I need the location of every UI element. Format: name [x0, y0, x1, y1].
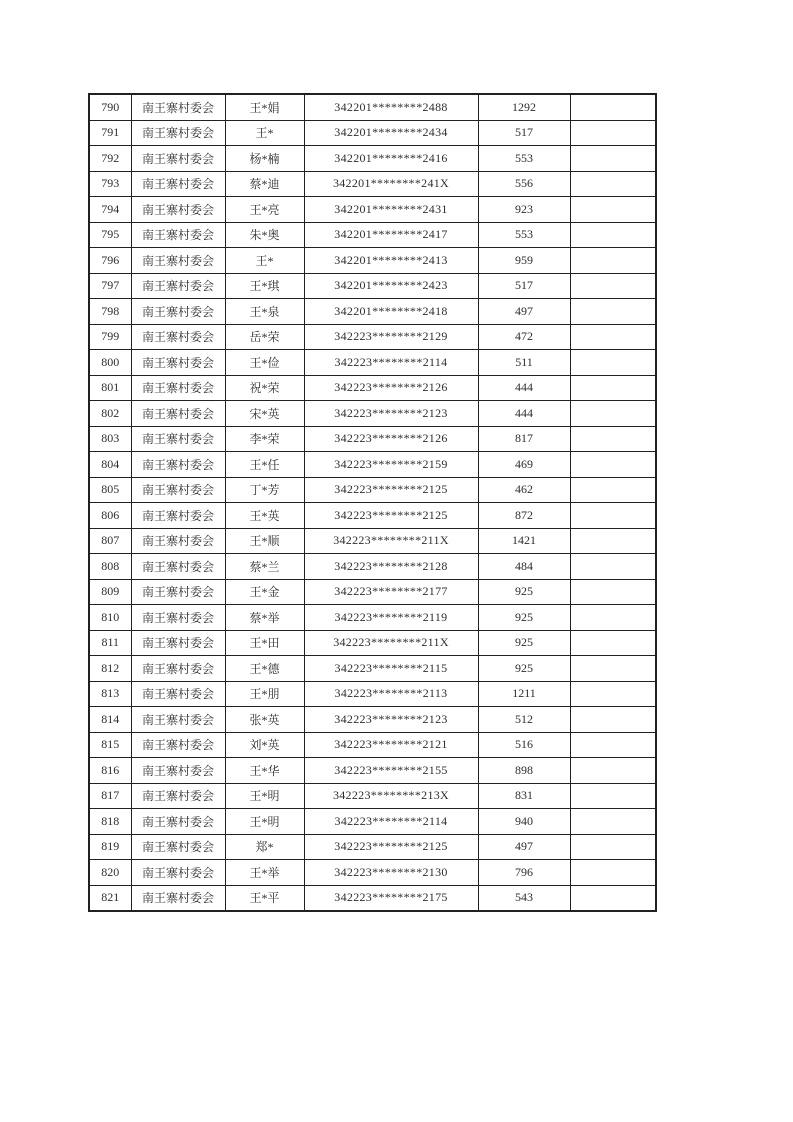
cell-index: 818 — [89, 809, 131, 835]
cell-name: 王* — [225, 120, 304, 146]
cell-remark — [570, 732, 656, 758]
cell-name: 王*俭 — [225, 350, 304, 376]
cell-village: 南王寨村委会 — [131, 350, 225, 376]
cell-index: 803 — [89, 426, 131, 452]
cell-index: 804 — [89, 452, 131, 478]
cell-village: 南王寨村委会 — [131, 426, 225, 452]
cell-id-number: 342223********2125 — [304, 503, 478, 529]
cell-name: 郑* — [225, 834, 304, 860]
cell-village: 南王寨村委会 — [131, 605, 225, 631]
cell-index: 790 — [89, 94, 131, 120]
cell-village: 南王寨村委会 — [131, 503, 225, 529]
cell-id-number: 342201********2431 — [304, 197, 478, 223]
cell-village: 南王寨村委会 — [131, 222, 225, 248]
cell-id-number: 342223********2119 — [304, 605, 478, 631]
cell-id-number: 342201********2418 — [304, 299, 478, 325]
cell-village: 南王寨村委会 — [131, 324, 225, 350]
cell-name: 蔡*兰 — [225, 554, 304, 580]
cell-amount: 444 — [478, 401, 570, 427]
table-row — [89, 860, 656, 886]
cell-name: 王*任 — [225, 452, 304, 478]
cell-remark — [570, 758, 656, 784]
cell-index: 811 — [89, 630, 131, 656]
cell-name: 王*娟 — [225, 94, 304, 120]
cell-id-number: 342201********241X — [304, 171, 478, 197]
cell-amount: 959 — [478, 248, 570, 274]
cell-amount: 831 — [478, 783, 570, 809]
beneficiary-table — [88, 93, 657, 912]
cell-index: 813 — [89, 681, 131, 707]
cell-index: 821 — [89, 885, 131, 911]
table-row — [89, 809, 656, 835]
cell-index: 799 — [89, 324, 131, 350]
table-row — [89, 94, 656, 120]
cell-village: 南王寨村委会 — [131, 579, 225, 605]
cell-id-number: 342223********2114 — [304, 350, 478, 376]
cell-id-number: 342223********2113 — [304, 681, 478, 707]
cell-name: 王*朋 — [225, 681, 304, 707]
cell-village: 南王寨村委会 — [131, 630, 225, 656]
cell-amount: 925 — [478, 579, 570, 605]
cell-remark — [570, 197, 656, 223]
cell-amount: 462 — [478, 477, 570, 503]
table-row — [89, 554, 656, 580]
cell-remark — [570, 503, 656, 529]
cell-id-number: 342223********2155 — [304, 758, 478, 784]
cell-village: 南王寨村委会 — [131, 248, 225, 274]
cell-remark — [570, 477, 656, 503]
cell-village: 南王寨村委会 — [131, 809, 225, 835]
cell-amount: 556 — [478, 171, 570, 197]
table-row — [89, 681, 656, 707]
table-row — [89, 783, 656, 809]
cell-name: 王*德 — [225, 656, 304, 682]
cell-name: 王*亮 — [225, 197, 304, 223]
cell-remark — [570, 860, 656, 886]
cell-name: 王*泉 — [225, 299, 304, 325]
cell-remark — [570, 299, 656, 325]
cell-amount: 517 — [478, 273, 570, 299]
cell-amount: 925 — [478, 656, 570, 682]
table-row — [89, 350, 656, 376]
table-row — [89, 630, 656, 656]
cell-id-number: 342223********2125 — [304, 477, 478, 503]
cell-amount: 553 — [478, 222, 570, 248]
cell-amount: 512 — [478, 707, 570, 733]
cell-name: 王*华 — [225, 758, 304, 784]
table-row — [89, 732, 656, 758]
cell-name: 宋*英 — [225, 401, 304, 427]
cell-id-number: 342201********2488 — [304, 94, 478, 120]
cell-amount: 469 — [478, 452, 570, 478]
cell-remark — [570, 528, 656, 554]
cell-village: 南王寨村委会 — [131, 758, 225, 784]
cell-id-number: 342223********2129 — [304, 324, 478, 350]
cell-index: 798 — [89, 299, 131, 325]
table-row — [89, 528, 656, 554]
cell-id-number: 342223********2121 — [304, 732, 478, 758]
cell-id-number: 342223********2126 — [304, 426, 478, 452]
cell-id-number: 342223********2125 — [304, 834, 478, 860]
cell-village: 南王寨村委会 — [131, 885, 225, 911]
cell-name: 王*田 — [225, 630, 304, 656]
table-row — [89, 707, 656, 733]
cell-id-number: 342223********2175 — [304, 885, 478, 911]
cell-id-number: 342223********2159 — [304, 452, 478, 478]
cell-name: 王*金 — [225, 579, 304, 605]
cell-name: 朱*奥 — [225, 222, 304, 248]
cell-name: 王*琪 — [225, 273, 304, 299]
cell-index: 817 — [89, 783, 131, 809]
cell-remark — [570, 809, 656, 835]
cell-index: 805 — [89, 477, 131, 503]
cell-index: 816 — [89, 758, 131, 784]
cell-index: 809 — [89, 579, 131, 605]
cell-id-number: 342223********2123 — [304, 707, 478, 733]
cell-index: 819 — [89, 834, 131, 860]
cell-name: 王*英 — [225, 503, 304, 529]
table-row — [89, 426, 656, 452]
table-row — [89, 885, 656, 911]
cell-remark — [570, 681, 656, 707]
cell-village: 南王寨村委会 — [131, 146, 225, 172]
cell-amount: 1292 — [478, 94, 570, 120]
table-row — [89, 120, 656, 146]
cell-village: 南王寨村委会 — [131, 94, 225, 120]
cell-name: 王*明 — [225, 809, 304, 835]
table-row — [89, 375, 656, 401]
cell-index: 802 — [89, 401, 131, 427]
table-row — [89, 299, 656, 325]
cell-name: 刘*英 — [225, 732, 304, 758]
cell-remark — [570, 452, 656, 478]
cell-remark — [570, 605, 656, 631]
cell-village: 南王寨村委会 — [131, 554, 225, 580]
cell-village: 南王寨村委会 — [131, 783, 225, 809]
cell-name: 张*英 — [225, 707, 304, 733]
table-row — [89, 401, 656, 427]
cell-name: 蔡*迪 — [225, 171, 304, 197]
cell-village: 南王寨村委会 — [131, 171, 225, 197]
cell-village: 南王寨村委会 — [131, 197, 225, 223]
cell-remark — [570, 783, 656, 809]
cell-amount: 1211 — [478, 681, 570, 707]
cell-remark — [570, 426, 656, 452]
cell-remark — [570, 120, 656, 146]
cell-village: 南王寨村委会 — [131, 732, 225, 758]
cell-amount: 472 — [478, 324, 570, 350]
table-body — [89, 94, 656, 911]
cell-amount: 898 — [478, 758, 570, 784]
cell-index: 807 — [89, 528, 131, 554]
cell-remark — [570, 248, 656, 274]
cell-remark — [570, 554, 656, 580]
cell-village: 南王寨村委会 — [131, 401, 225, 427]
table-row — [89, 579, 656, 605]
cell-remark — [570, 885, 656, 911]
cell-amount: 516 — [478, 732, 570, 758]
table-row — [89, 656, 656, 682]
cell-amount: 923 — [478, 197, 570, 223]
cell-index: 815 — [89, 732, 131, 758]
cell-id-number: 342223********211X — [304, 528, 478, 554]
cell-id-number: 342223********213X — [304, 783, 478, 809]
cell-id-number: 342223********2128 — [304, 554, 478, 580]
cell-id-number: 342201********2434 — [304, 120, 478, 146]
cell-index: 814 — [89, 707, 131, 733]
cell-id-number: 342201********2416 — [304, 146, 478, 172]
table-row — [89, 605, 656, 631]
table-row — [89, 273, 656, 299]
cell-index: 806 — [89, 503, 131, 529]
cell-amount: 872 — [478, 503, 570, 529]
cell-amount: 925 — [478, 630, 570, 656]
cell-id-number: 342223********2126 — [304, 375, 478, 401]
cell-index: 810 — [89, 605, 131, 631]
cell-remark — [570, 707, 656, 733]
cell-id-number: 342201********2417 — [304, 222, 478, 248]
cell-id-number: 342223********2177 — [304, 579, 478, 605]
cell-remark — [570, 834, 656, 860]
cell-index: 820 — [89, 860, 131, 886]
cell-index: 796 — [89, 248, 131, 274]
cell-remark — [570, 375, 656, 401]
cell-amount: 497 — [478, 834, 570, 860]
cell-remark — [570, 350, 656, 376]
cell-id-number: 342223********2123 — [304, 401, 478, 427]
cell-village: 南王寨村委会 — [131, 299, 225, 325]
table-row — [89, 452, 656, 478]
cell-id-number: 342201********2423 — [304, 273, 478, 299]
cell-amount: 444 — [478, 375, 570, 401]
cell-amount: 543 — [478, 885, 570, 911]
table-row — [89, 222, 656, 248]
cell-village: 南王寨村委会 — [131, 528, 225, 554]
cell-index: 794 — [89, 197, 131, 223]
cell-remark — [570, 579, 656, 605]
cell-index: 808 — [89, 554, 131, 580]
cell-amount: 484 — [478, 554, 570, 580]
cell-index: 797 — [89, 273, 131, 299]
cell-id-number: 342223********2114 — [304, 809, 478, 835]
cell-id-number: 342201********2413 — [304, 248, 478, 274]
table-row — [89, 171, 656, 197]
table-row — [89, 324, 656, 350]
cell-name: 蔡*举 — [225, 605, 304, 631]
cell-village: 南王寨村委会 — [131, 452, 225, 478]
cell-index: 812 — [89, 656, 131, 682]
cell-remark — [570, 324, 656, 350]
cell-remark — [570, 401, 656, 427]
cell-name: 杨*楠 — [225, 146, 304, 172]
cell-index: 793 — [89, 171, 131, 197]
cell-name: 岳*荣 — [225, 324, 304, 350]
cell-remark — [570, 222, 656, 248]
cell-id-number: 342223********2115 — [304, 656, 478, 682]
cell-village: 南王寨村委会 — [131, 656, 225, 682]
cell-amount: 940 — [478, 809, 570, 835]
cell-village: 南王寨村委会 — [131, 375, 225, 401]
table-row — [89, 834, 656, 860]
table-row — [89, 146, 656, 172]
cell-id-number: 342223********2130 — [304, 860, 478, 886]
cell-amount: 796 — [478, 860, 570, 886]
cell-index: 801 — [89, 375, 131, 401]
cell-remark — [570, 171, 656, 197]
cell-amount: 1421 — [478, 528, 570, 554]
cell-village: 南王寨村委会 — [131, 860, 225, 886]
table-row — [89, 477, 656, 503]
cell-amount: 517 — [478, 120, 570, 146]
cell-remark — [570, 656, 656, 682]
cell-amount: 925 — [478, 605, 570, 631]
cell-village: 南王寨村委会 — [131, 120, 225, 146]
cell-name: 李*荣 — [225, 426, 304, 452]
table-row — [89, 503, 656, 529]
table-row — [89, 197, 656, 223]
cell-village: 南王寨村委会 — [131, 273, 225, 299]
cell-index: 800 — [89, 350, 131, 376]
cell-name: 王* — [225, 248, 304, 274]
cell-index: 792 — [89, 146, 131, 172]
table-row — [89, 758, 656, 784]
cell-remark — [570, 146, 656, 172]
cell-remark — [570, 630, 656, 656]
cell-index: 795 — [89, 222, 131, 248]
cell-amount: 553 — [478, 146, 570, 172]
table-row — [89, 248, 656, 274]
cell-id-number: 342223********211X — [304, 630, 478, 656]
cell-name: 王*平 — [225, 885, 304, 911]
cell-name: 祝*荣 — [225, 375, 304, 401]
cell-name: 丁*芳 — [225, 477, 304, 503]
cell-village: 南王寨村委会 — [131, 707, 225, 733]
cell-amount: 497 — [478, 299, 570, 325]
cell-remark — [570, 273, 656, 299]
cell-remark — [570, 94, 656, 120]
cell-village: 南王寨村委会 — [131, 477, 225, 503]
cell-name: 王*顺 — [225, 528, 304, 554]
cell-index: 791 — [89, 120, 131, 146]
cell-name: 王*举 — [225, 860, 304, 886]
cell-village: 南王寨村委会 — [131, 834, 225, 860]
cell-amount: 817 — [478, 426, 570, 452]
cell-amount: 511 — [478, 350, 570, 376]
cell-name: 王*明 — [225, 783, 304, 809]
cell-village: 南王寨村委会 — [131, 681, 225, 707]
